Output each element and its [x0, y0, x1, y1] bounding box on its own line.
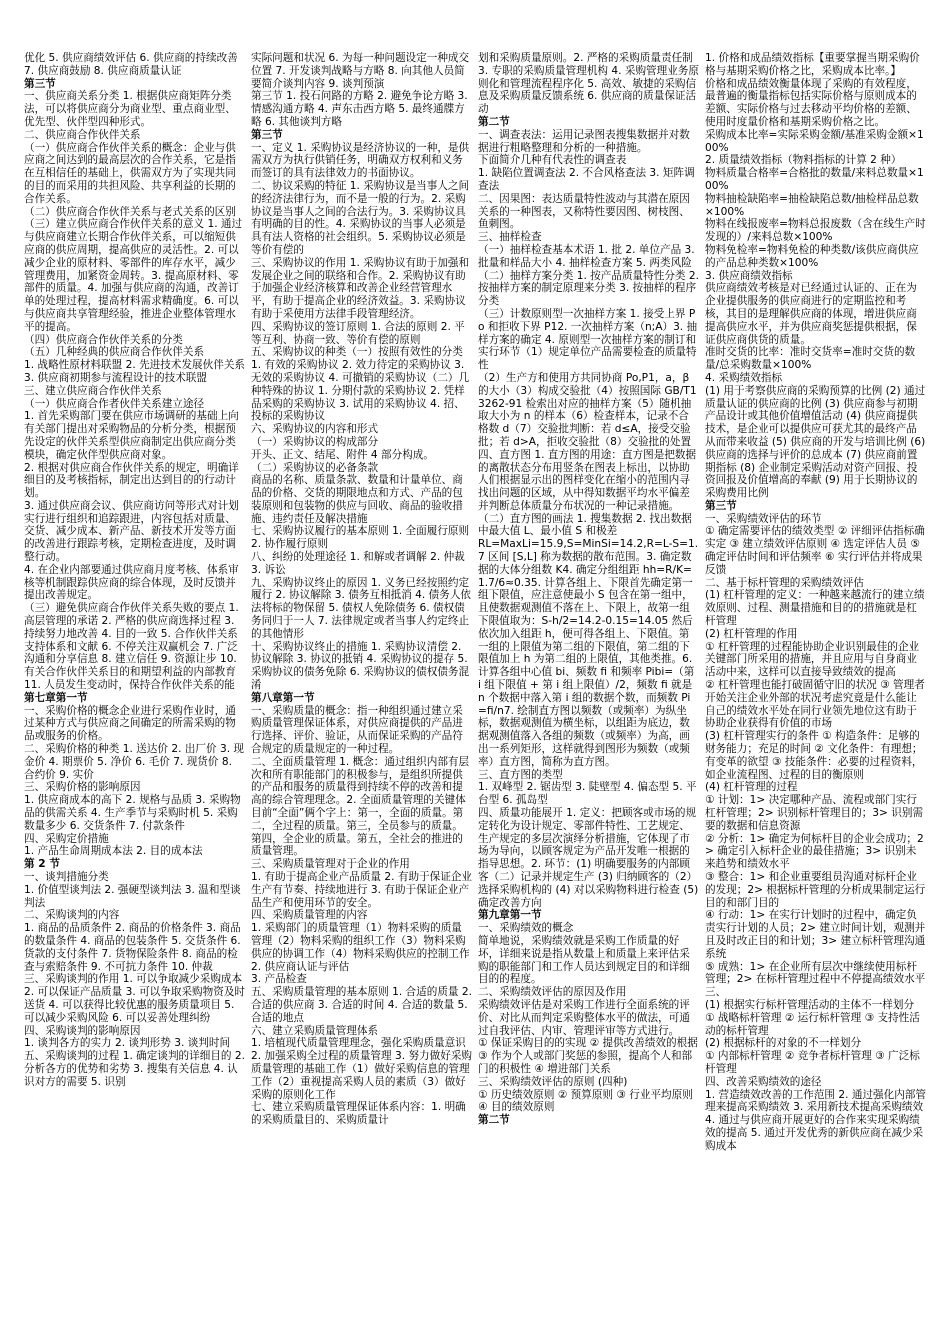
text-column-3	[478, 52, 699, 1328]
paragraph: ① 内部标杆管理 ② 竞争者标杆管理 ③ 广泛标杆管理	[705, 1050, 920, 1075]
paragraph: 第八章第一节	[251, 691, 315, 704]
paragraph: 1. 有助于提高企业产品质量 2. 有助于保证企业生产有节奏、持续地进行 3. 有助于保证企业产品生产和使用环节的安全。	[251, 871, 472, 909]
paragraph: 四、采购定价措施	[24, 832, 109, 845]
paragraph: 二、因果图：表达质量特性波动与其潜在原因关系的一种图表，又称特性要因图、树枝图、鱼刺图。	[478, 192, 690, 231]
paragraph: ⑤ 成熟：1> 在企业所有层次中继续使用标杆管理；2> 在标杆管理过程中不停提高绩效水平	[705, 960, 926, 986]
paragraph: 一、采购价格的概念企业进行采购作业时，通过某种方式与供应商之间确定的所需采购的物品或服务的价格。	[24, 704, 236, 743]
paragraph: 三、抽样检查	[478, 231, 542, 244]
paragraph: 八、纠纷的处理途径 1. 和解或者调解 2. 仲裁 3. 诉讼	[251, 551, 465, 576]
paragraph: 第七章第一节	[24, 691, 88, 704]
paragraph: 六、建立采购质量管理体系	[251, 1024, 379, 1037]
paragraph: 第 2 节	[24, 858, 60, 871]
paragraph: ① 历史绩效原则 ② 预算原则 ③ 行业平均原则 ④ 目的绩效原则	[478, 1088, 693, 1114]
paragraph: 一、采购绩效的概念	[478, 922, 574, 935]
paragraph: 二、供应商合作伙伴关系	[24, 128, 141, 141]
paragraph: （一）供应商合作者伙伴关系建立途径	[24, 397, 205, 410]
paragraph: 商品的名称、质量条款、数量和计量单位、商品的价格、交货的期限地点和方式、产品的包装原则和包装物的供应与回收、商品的验收措施、违约责任及解决措施	[251, 474, 463, 525]
paragraph: 1. 战略性原材料联盟 2. 先进技术发展伙伴关系 3. 供应商初期参与流程设计的技术联盟	[24, 359, 245, 384]
paragraph: 供应商绩效考核是对已经通过认证的、正在为企业提供服务的供应商进行的定期监控和考核，其目的是理解供应商的体现，增进供应商提高供应水平，并为供应商奖惩提供根据，保证供应商供货的质量。	[705, 282, 917, 346]
paragraph: 物料免检率=物料免检的种类数/该供应商供应的产品总种类数×100%	[705, 243, 919, 269]
paragraph: (1) 根据实行标杆管理活动的主体不一样划分	[705, 998, 915, 1011]
paragraph: 二、全面质量管理 1. 概念：通过组织内部有层次和所有职能部门的积极参与，是组织所提供的产品和服务的质量得到持续不停的改善和提高的综合管理理念。2. 全面质量管理的关键体目前“全面”俩个字上：第一，全面的质量。第二，全过程的质量。第三，全员参与的质量。第四，全企业的质量。第五，全社会的推进的质量管理。	[251, 755, 470, 858]
paragraph: 三、采购绩效评估的原则 (四种)	[478, 1075, 628, 1088]
paragraph: (3) 杠杆管理实行的条件 ① 构造条件：足够的财务能力；充足的时间 ② 文化条件：有理想；有变革的欲望 ③ 技能条件：必要的过程资料，如企业流程图、过程的目的衡原则	[705, 730, 923, 781]
paragraph: ① 战略标杆管理 ② 运行标杆管理 ③ 支持性活动的标杆管理	[705, 1011, 920, 1037]
paragraph: 价格和成品绩效衡量体现了采购的有效程度，最普遍的衡量指标包括实际价格与原则成本的差额、实际价格与过去移动平均价格的差额、使用时度量价格和基期采购价格之比。	[705, 77, 917, 128]
paragraph: 七、采购协议履行的基本原则 1. 全面履行原则 2. 协作履行原则	[251, 525, 470, 551]
paragraph: 3. 供应商绩效指标	[705, 269, 793, 282]
paragraph: (2) 杠杆管理的作用	[705, 627, 798, 640]
paragraph: 实际问题和状况 6. 为每一种问题设定一种成交位置 7. 开发谈判战略与方略 8. 向其他人员简要简介谈判内容 9. 谈判预演	[251, 52, 470, 90]
paragraph: 第三节	[24, 77, 56, 90]
paragraph: 1. 商品的品质条件 2. 商品的价格条件 3. 商品的数量条件 4. 商品的包装条件 5. 交货条件 6. 货款的支付条件 7. 货物保险条件 8. 商品的检查与索赔条件 9. 不可抗力条件 10. 仲裁	[24, 922, 241, 973]
paragraph: 九、采购协议终止的原因 1. 义务已经按照约定履行 2. 协议解除 3. 债务互相抵消 4. 债务人依法将标的物保留 5. 债权人免除债务 6. 债权债务同归于一人 7. 法律规定或者当事人约定终止的其他情形	[251, 576, 472, 640]
paragraph: 1. 培植现代质量管理理念，强化采购质量意识	[251, 1037, 466, 1050]
paragraph: （三）计数原则型一次抽样方案 1. 接受上界 Po 和拒收下界 P12. 一次抽样方案（n;A）3. 抽样方案的确定 4. 原则型一次抽样方案的制订和实行环节（1）规定单位产品需要检查的质量特性	[478, 307, 698, 372]
paragraph: （四）供应商合作伙伴关系的分类	[24, 333, 183, 346]
paragraph: （一）抽样检查基本术语 1. 批 2. 单位产品 3. 批量和样品大小 4. 抽样检查方案 5. 两类风险	[478, 243, 695, 269]
paragraph: 物料在线报废率=物料总报废数（含在线生产时发现的）/来料总数×100%	[705, 218, 926, 244]
paragraph: 三、	[705, 986, 727, 999]
paragraph: 1. 供应商成本的高下 2. 规格与品质 3. 采购物品的供需关系 4. 生产季节与采购时机 5. 采购数量多少 6. 交货条件 7. 付款条件	[24, 794, 241, 832]
paragraph: 二、采购绩效评估的原因及作用	[478, 986, 627, 999]
paragraph: 2. 供应商认证与评估	[251, 960, 350, 973]
paragraph: ① 保证采购目的的实现 ② 提供改善绩效的根据 ③ 作为个人或部门奖惩的参照，提高个人和部门的积极性 ④ 增进部门关系	[478, 1037, 698, 1075]
paragraph: 六、采购协议的内容和形式	[251, 423, 379, 436]
paragraph: 一、采购质量的概念：指一种组织通过建立采购质量管理保证体系，对供应商提供的产品进行选择、评价、验证，从而保证采购的产品符合规定的质量规定的一种过程。	[251, 704, 463, 756]
paragraph: 一、谈判措施分类	[24, 871, 109, 883]
paragraph: （一）采购协议的构成部分	[251, 435, 379, 448]
paragraph: 3. 产品检查	[251, 973, 307, 986]
paragraph: ② 杠杆管理也能打破固循守旧的状况 ③ 管理者开始关注企业外部的状况考虑究竟是什么能让自己的绩效水平处在同行业领先地位这有助于协助企业获得有价值的市场	[705, 679, 925, 730]
paragraph: 四、质量功能展开 1. 定义：把顾客或市场的规定转化为设计规定、零部件特性、工艺规定、生产规定的多层次演绎分析措施，它体现了市场为导向，以顾客规定为产品开发唯一根据的指导思想。2. 环节：(1) 明确要服务的内部顾客（二）记录并规定生产 (3) 归纳顾客的（2）选择采购机构的 (4) 对以采购物料进行检查 (5) 确定改善方向	[478, 807, 699, 909]
paragraph: （五）几种经典的供应商合作伙伴关系	[24, 346, 205, 359]
paragraph: 二、基于标杆管理的采购绩效评估	[705, 576, 864, 589]
paragraph: 1. 缺陷位置调查法 2. 不合风格查法 3. 矩阵调查法	[478, 167, 695, 192]
paragraph: 三、采购质量管理对于企业的作用	[251, 858, 410, 871]
paragraph: 十、采购协议终止的措施 1. 采购协议清偿 2. 协议解除 3. 协议的抵销 4. 采购协议的提存 5. 采购协议的债务免除 6. 采购协议的债权债务混淆	[251, 640, 470, 692]
paragraph: 采购成本比率=实际采购金额/基准采购金额×100%	[705, 128, 924, 154]
paragraph: 第三节	[251, 128, 283, 141]
paragraph: 1. 价格和成品绩效指标【重要掌握当期采购价格与基期采购价格之比，采购成本比率。】	[705, 52, 920, 77]
paragraph: 五、采购协议的种类（一）按照有效性的分类 1. 有效的采购协议 2. 效力待定的采购协议 3. 无效的采购协议 4. 可撤销的采购协议（二）几种特殊的协议 1. 分期付款的采购协议 2. 凭样品采购的采购协议 3. 试用的采购协议 4. 招、投标的采购协议	[251, 346, 470, 423]
paragraph: 3. 通过供应商会议、供应商访问等形式对计划实行进行组织和追踪跟进，内容包括对质量、交货、减少成本、新产品、新技术开发等方面的改善进行跟踪考核，定期检查进度，及时调整行动。	[24, 499, 239, 564]
paragraph: ① 计划：1> 决定哪种产品、流程或部门实行杠杆管理；2> 识别标杆管理目的；3> 识别需要的数据和信息资源	[705, 794, 924, 832]
paragraph: 1. 产品生命周期成本法 2. 目的成本法	[24, 845, 203, 858]
paragraph: 2. 加强采购全过程的质量管理 3. 努力做好采购质量管理的基础工作（1）做好采购信息的管理工作（2）重视提高采购人员的素质（3）做好采购的原则化工作	[251, 1050, 472, 1101]
paragraph: 2. 质量绩效指标（物料指标的计算 2 种）	[705, 154, 902, 167]
paragraph: ① 杠杆管理的过程能协助企业识别最佳的企业关键部门所采用的措施，并且应用与自身商业活动中来，这样可以直接导致绩效的提高	[705, 640, 920, 679]
paragraph: 三、直方图的类型	[478, 768, 563, 781]
paragraph: （一）供应商合作伙伴关系的概念：企业与供应商之间达到的最高层次的合作关系，它是指在互相信任的基础上，供需双方为了实现共同的目的而采用的共担风险、共享利益的长期的合作关系。	[24, 141, 236, 205]
paragraph: 第三节	[705, 499, 737, 512]
paragraph: 采购绩效评估是对采购工作进行全面系统的评价、对比从而判定采购整体水平的做法，可通过自我评估、内审、管理评审等方式进行。	[478, 998, 690, 1037]
paragraph: 1. 采购部门的质量管理（1）物料采购的质量管理（2）物料采购的组织工作（3）物料采购供应的协调工作（4）物料采购供应的控制工作	[251, 922, 470, 960]
paragraph: 第三节 1. 投石问路的方略 2. 避免争论方略 3. 情感沟通方略 4. 声东击西方略 5. 最终通牒方略 6. 其他谈判方略	[251, 90, 468, 128]
paragraph: 三、采购谈判的作用 1. 可以争取减少采购成本 2. 可以保证产品质量 3. 可以争取采购物资及时送货 4. 可以获得比较优惠的服务质量项目 5. 可以减少采购风险 6. 可以妥善处理纠纷	[24, 973, 245, 1024]
paragraph: 一、调查表法：运用记录图表搜集数据并对数据进行粗略整理和分析的一种措施。	[478, 128, 690, 154]
paragraph: 四、采购协议的签订原则 1. 合法的原则 2. 平等互利、协商一致、等价有偿的原则	[251, 320, 465, 346]
paragraph: （三）建立供应商合作伙伴关系的意义 1. 通过与供应商建立长期合作伙伴关系，可以缩短供应商的供应周期，提高供应的灵活性。2. 可以减少企业的原材料、零部件的库存水平，减少管理费用，加紧资金周转。3. 提高原材料、零部件的质量。4. 加强与供应商的沟通，改善订单的处理过程，提高材料需求精确度。6. 可以与供应商共享管理经验，推进企业整体管理水平的提高。	[24, 218, 243, 333]
text-column-4	[705, 52, 926, 1328]
paragraph: 1. 价值型谈判法 2. 强硬型谈判法 3. 温和型谈判法	[24, 883, 241, 909]
paragraph: ① 确定需要评估的绩效类型 ② 评细评估指标确实定 ③ 建立绩效评估原则 ④ 选定评估人员 ⑤ 确定评估时间和评估频率 ⑥ 实行评估并将成果反馈	[705, 525, 925, 576]
paragraph: 2. 根据对供应商合作伙伴关系的规定，明确详细目的及考核指标，制定出达到目的的行动计划。	[24, 461, 239, 500]
paragraph: 4. 采购绩效指标	[705, 371, 783, 384]
paragraph: 二、采购谈判的内容	[24, 909, 120, 922]
paragraph: （二）供应商合作伙伴关系与老式关系的区别	[24, 205, 236, 218]
paragraph: （2）生产方和使用方共同协商 Po,P1，a，β 的大小（3）构成交验批（4）按照国际 GB/T13262-91 检索出对应的抽样方案（5）随机抽取大小为 n 的样本（6）检查样本，记录不合格数 d（7）交验批判断：若 d≤A，接受交验批；若 d>A，拒收交验批（8）交验批的处置四、直方图 1. 直方图的用途：直方图是把数据的离散状态分布用竖条在图表上标出，以协助人们根据显示出的图样变化在缩小的范围内寻找出问题的区域，从中得知数据平均水平偏差并判断总体质量分布状况的一种记录措施。（二）直方图的画法 1. 搜集数据 2. 找出数据中最大值 L、最小值 S 和极差	[478, 371, 697, 538]
paragraph: 一、定义 1. 采购协议是经济协议的一种，是供需双方为执行供销任务，明确双方权利和义务而签订的具有法律效力的书面协议。	[251, 141, 470, 180]
paragraph: 三、采购价格的影响原因	[24, 781, 141, 794]
paragraph: （三）避免供应商合作伙伴关系失败的要点 1. 高层管理的承诺 2. 严格的供应商选择过程 3. 持续努力地改善 4. 目的一致 5. 合作伙伴关系支持体系和文献 6. 不停关注双赢机会 7. 广泛沟通和分享信息 8. 建立信任 9. 资源让步 10. 有关合作伙伴关系目的和期望利益的内部教育 11. 人员发生变动时，保持合作伙伴关系的能	[24, 602, 239, 692]
paragraph: 优化 5. 供应商绩效评估 6. 供应商的持续改善 7. 供应商鼓励 8. 供应商质量认证	[24, 52, 238, 77]
paragraph: 划和采购质量原则。2. 严格的采购质量责任制 3. 专职的采购质量管理机构 4. 采购管理业务原则化和管理流程程序化 5. 高效、敏捷的采购信息及采购质量反馈系统 6. 供应商的质量保证活动	[478, 52, 699, 116]
paragraph: 第九章第一节	[478, 909, 542, 922]
paragraph: 四、采购质量管理的内容	[251, 909, 368, 922]
paragraph: 第二节	[478, 1114, 510, 1127]
paragraph: 1. 首先采购部门要在供应市场调研的基础上向有关部门提出对采购物品的分析分类，根据预先设定的伙伴关系型供应商制定出供应商分类模块，确定伙伴型供应商对象。	[24, 410, 239, 461]
paragraph: 七、建立采购质量管理保证体系内容：1. 明确的采购质量目的、采购质量计	[251, 1101, 466, 1127]
text-column-2	[251, 52, 472, 1328]
paragraph: 五、采购谈判的过程 1. 确定谈判的详细目的 2. 分析各方的优势和劣势 3. 搜集有关信息 4. 认识对方的需要 5. 识别	[24, 1050, 245, 1088]
paragraph: 1. 营造绩效改善的工作范围 2. 通过强化内部管理来提高采购绩效 3. 采用新技术提高采购绩效 4. 通过与供应商开展更好的合作来实现采购绩效的提高 5. 通过开发优秀的新供应商在减少采购成本	[705, 1088, 926, 1152]
paragraph: ② 分析：1> 确定为何标杆目的企业会成功；2> 确定引入标杆企业的最佳措施；3> 识别未来趋势和绩效水平	[705, 832, 924, 871]
paragraph: 4. 在企业内部要通过供应商月度考核、体系审核等机制跟踪供应商的综合体现，及时反馈并提出改善规定。	[24, 563, 239, 602]
paragraph: 四、采购谈判的影响原因	[24, 1024, 141, 1037]
paragraph: 五、采购质量管理的基本原则 1. 合适的质量 2. 合适的供应商 3. 合适的时间 4. 合适的数量 5. 合适的地点	[251, 986, 472, 1024]
paragraph: 二、协议采购的特征 1. 采购协议是当事人之间的经济法律行为，而不是一般的行为。2. 采购协议是当事人之间的合法行为。3. 采购协议具有明确的目的性。4. 采购协议的当事人必须是具有法人资格的社会组织。5. 采购协议必须是等价有偿的	[251, 179, 470, 256]
paragraph: 简单地说，采购绩效就是采购工作质量的好坏，详细来说是指从数量上和质量上来评估采购的职能部门和工作人员达到规定目的和详细目的的程度。	[478, 934, 690, 986]
paragraph: 四、改善采购绩效的途径	[705, 1075, 822, 1088]
paragraph: 开头、正文、结尾、附件 4 部分构成。	[251, 448, 434, 461]
paragraph: (4) 杠杆管理的过程	[705, 781, 798, 794]
paragraph: 一、供应商关系分类 1. 根据供应商矩阵分类法，可以将供应商分为商业型、重点商业型、优先型、伙伴型四种形式。	[24, 90, 236, 128]
paragraph: 准时交货的比率：准时交货率=准时交货的数量/总采购数量×100%	[705, 346, 916, 372]
paragraph: RL=MaxLi=15.9,S=MinSi=14.2,R=L-S=1.7 区间 [S,L] 称为数据的散布范围。3. 确定数据的大体分组数 K4. 确定分组组距 hh=R/K=1.7/6≈0.35. 计算各组上、下限首先确定第一组下限值，应注意使最小 S 包含在第一组中，且使数据观测值不落在上、下限上，故第一组下限值取为：S-h/2=14.2-0.15=14.05 然后依次加入组距 h，便可得各组上、下限值。第一组的上限值为第二组的下限值，第二组的下限值加上 h 为第二组的上限值，其他类推。6. 计算各组中心值 bi、频数 fi 和频率 Pibi=（第 i 组下限值 + 第 i 组上限值）/2，频数 fi 就是 n 个数据中落入第 i 组的数据个数，而频数 Pi=fi/n7. 绘制直方图以频数（或频率）为纵坐标，数据观测值为横坐标，以组距为底边，数据观测值落入各组的频数（或频率）为高，画出一系列矩形，这样就得到图形为频数（或频率）直方图，简称为直方图。	[478, 538, 699, 768]
paragraph: 三、采购协议的作用 1. 采购协议有助于加强和发展企业之间的联络和合作。2. 采购协议有助于加强企业经济核算和改善企业经营管理水平，有助于提高企业的经济效益。3. 采购协议有助于采使用方法律手段管理经济。	[251, 256, 470, 320]
paragraph: 一、采购绩效评估的环节	[705, 512, 822, 525]
paragraph: 二、采购价格的种类 1. 送达价 2. 出厂价 3. 现金价 4. 期票价 5. 净价 6. 毛价 7. 现货价 8. 合约价 9. 实价	[24, 743, 245, 781]
paragraph: (2) 根据标杆的对象的不一样划分	[705, 1037, 862, 1050]
paragraph: 第二节	[478, 115, 510, 128]
paragraph: ③ 整合：1> 和企业重要组员沟通对标杆企业的发现；2> 根据标杆管理的分析成果制定运行目的和部门目的	[705, 871, 926, 909]
paragraph: 物料质量合格率=合格批的数量/来料总数量×100%	[705, 167, 924, 192]
paragraph: （二）抽样方案分类 1. 按产品质量特性分类 2. 按抽样方案的制定原理来分类 3. 按抽样的程序分类	[478, 269, 699, 308]
paragraph: 1. 谈判各方的实力 2. 谈判形势 3. 谈判时间	[24, 1037, 231, 1050]
paragraph: ④ 行动：1> 在实行计划时的过程中，确定负责实行计划的人员；2> 建立时间计划，观测并且及时改正目的和计划；3> 建立标杆管理沟通系统	[705, 909, 926, 960]
paragraph: (1) 杠杆管理的定义：一种越来越流行的建立绩效原则、过程、测量措施和目的的措施就是杠杆管理	[705, 589, 925, 628]
paragraph: 下面简介几种有代表性的调查表	[478, 154, 627, 167]
text-column-1	[24, 52, 245, 1328]
paragraph: （二）采购协议的必备条款	[251, 461, 379, 474]
paragraph: 1. 双峰型 2. 锯齿型 3. 陡壁型 4. 偏态型 5. 平台型 6. 孤岛型	[478, 781, 697, 807]
paragraph: (1) 用于考察供应商的采购预算的比例 (2) 通过质量认证的供应商的比例 (3) 供应商参与初期产品设计或其他价值增值活动 (4) 供应商提供技术，是企业可以提供应可获尤其的最终产品从而带来收益 (5) 供应商的开发与培训比例 (6) 供应商的选择与评价的总成本 (7) 供应商前置期指标 (8) 企业制定采购活动对资产回报、投资回报及价值增高的奉献 (9) 用于长期协议的采购费用比例	[705, 384, 926, 500]
paragraph: 三、建立供应商合作伙伴关系	[24, 384, 162, 397]
paragraph: 物料抽检缺陷率=抽检缺陷总数/抽检样品总数×100%	[705, 192, 919, 218]
